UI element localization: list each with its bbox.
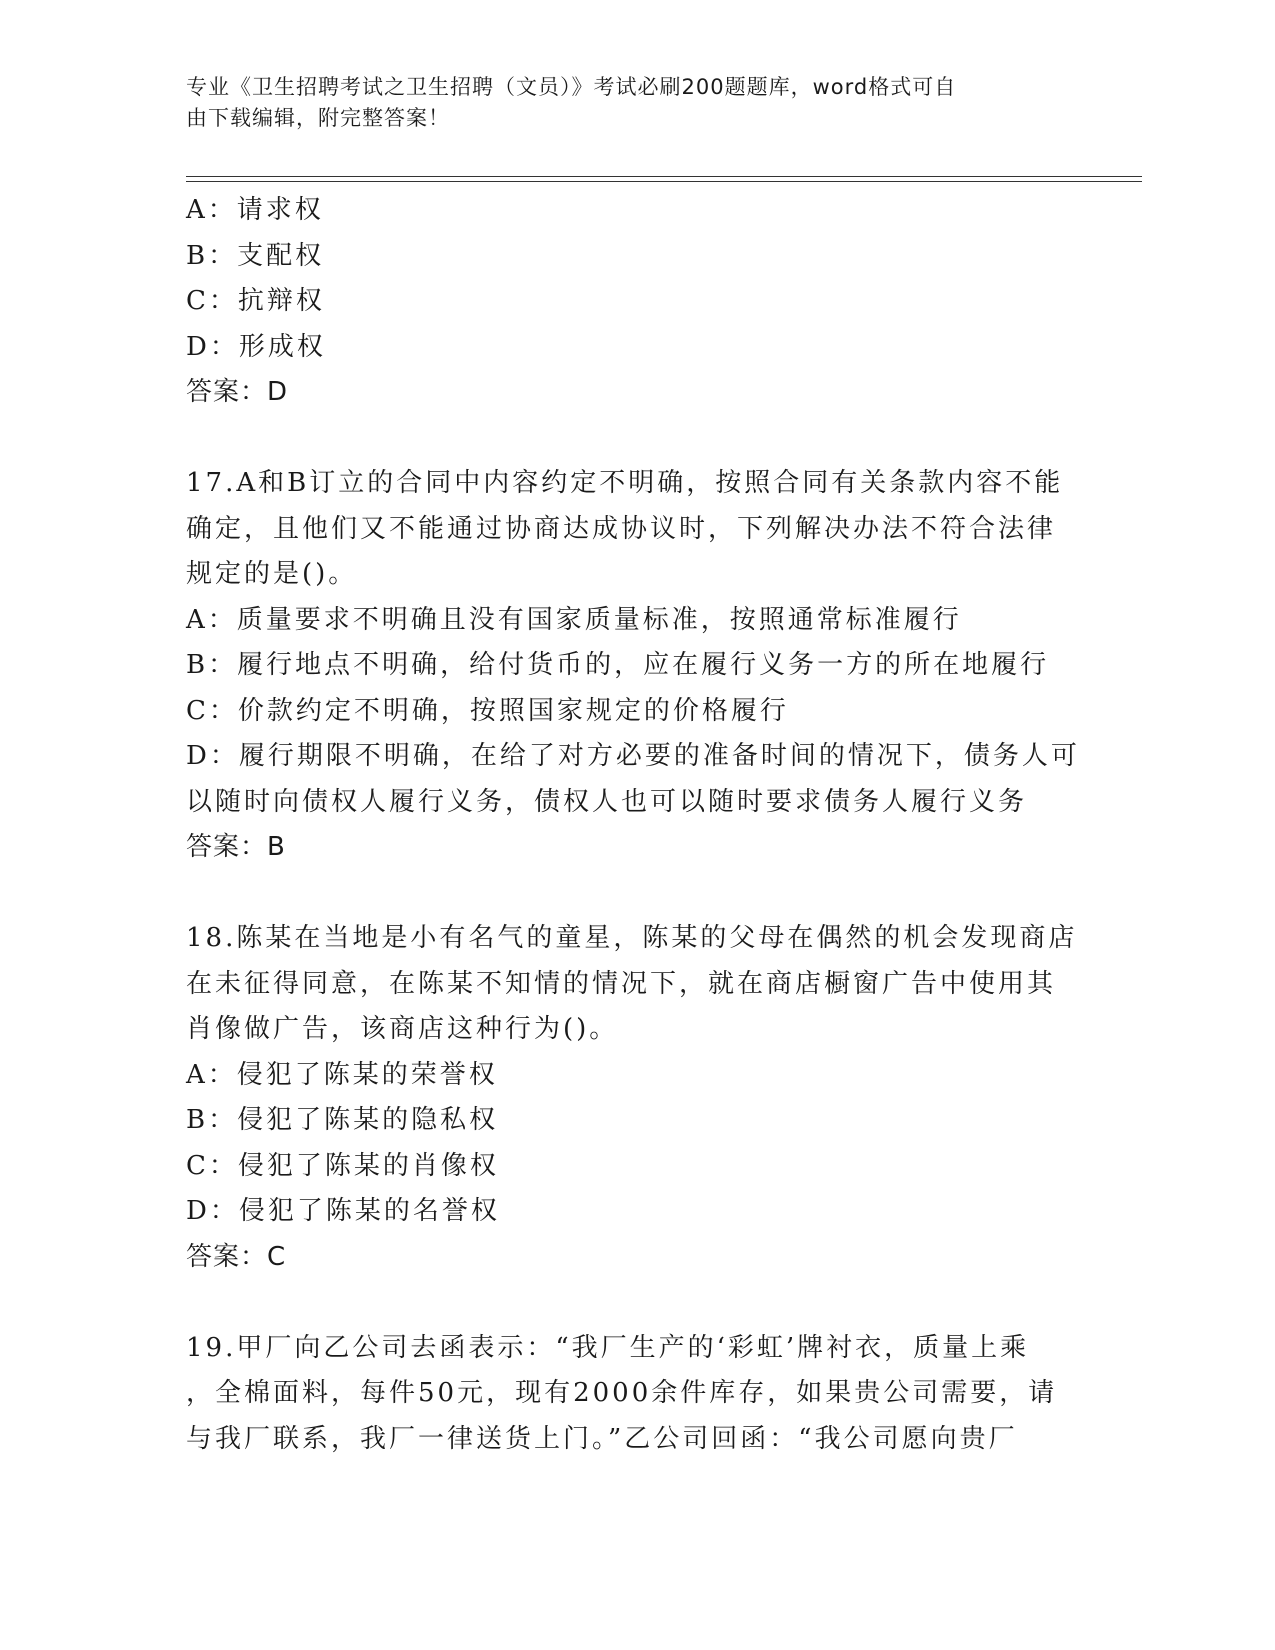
question-17 xyxy=(186,461,1080,871)
question-stem-line: 18.陈某在当地是小有名气的童星，陈某的父母在偶然的机会发现商店 xyxy=(186,923,1078,953)
header-divider xyxy=(186,176,1142,182)
option-b: B：支配权 xyxy=(186,240,325,271)
option-c: C：抗辩权 xyxy=(186,286,325,316)
option-a: A：侵犯了陈某的荣誉权 xyxy=(186,1059,498,1090)
question-18 xyxy=(186,916,1078,1280)
option-c: C：价款约定不明确，按照国家规定的价格履行 xyxy=(186,695,789,726)
answer-line: 答案：D xyxy=(186,377,289,407)
question-stem-line: ，全棉面料，每件50元，现有2000余件库存，如果贵公司需要，请 xyxy=(186,1378,1058,1408)
option-a: A：质量要求不明确且没有国家质量标准，按照通常标准履行 xyxy=(186,604,962,635)
question-stem-line: 规定的是()。 xyxy=(186,559,358,589)
header-line-1: 专业《卫生招聘考试之卫生招聘（文员）》考试必刷200题题库，word格式可自 xyxy=(186,75,957,99)
option-d: D：履行期限不明确，在给了对方必要的准备时间的情况下，债务人可 xyxy=(186,741,1080,771)
answer-line: 答案：B xyxy=(186,832,286,862)
option-d: D：侵犯了陈某的名誉权 xyxy=(186,1196,500,1226)
option-d-continued: 以随时向债权人履行义务，债权人也可以随时要求债务人履行义务 xyxy=(186,786,1028,817)
question-content xyxy=(186,188,1080,1462)
question-stem-line: 19.甲厂向乙公司去函表示：“我厂生产的‘彩虹’牌衬衣，质量上乘 xyxy=(186,1332,1030,1363)
option-a: A：请求权 xyxy=(186,195,324,225)
question-stem-line: 与我厂联系，我厂一律送货上门。”乙公司回函：“我公司愿向贵厂 xyxy=(186,1423,1018,1454)
answer-line: 答案：C xyxy=(186,1241,287,1272)
question-gap xyxy=(186,1280,1066,1326)
question-stem-line: 在未征得同意，在陈某不知情的情况下，就在商店橱窗广告中使用其 xyxy=(186,968,1057,999)
question-stem-line: 肖像做广告，该商店这种行为()。 xyxy=(186,1014,619,1044)
question-gap xyxy=(186,416,1066,462)
option-d: D：形成权 xyxy=(186,331,326,362)
question-stem-line: 17.A和B订立的合同中内容约定不明确，按照合同有关条款内容不能 xyxy=(186,468,1064,498)
option-b: B：履行地点不明确，给付货币的，应在履行义务一方的所在地履行 xyxy=(186,650,1050,680)
document-header xyxy=(186,72,1066,134)
header-line-2: 由下载编辑，附完整答案！ xyxy=(186,106,450,130)
question-gap xyxy=(186,871,1066,917)
question-stem-line: 确定，且他们又不能通过协商达成协议时，下列解决办法不符合法律 xyxy=(186,513,1057,544)
question-16 xyxy=(186,188,1066,416)
option-b: B：侵犯了陈某的隐私权 xyxy=(186,1105,499,1135)
question-19 xyxy=(186,1326,1066,1463)
option-c: C：侵犯了陈某的肖像权 xyxy=(186,1150,499,1181)
